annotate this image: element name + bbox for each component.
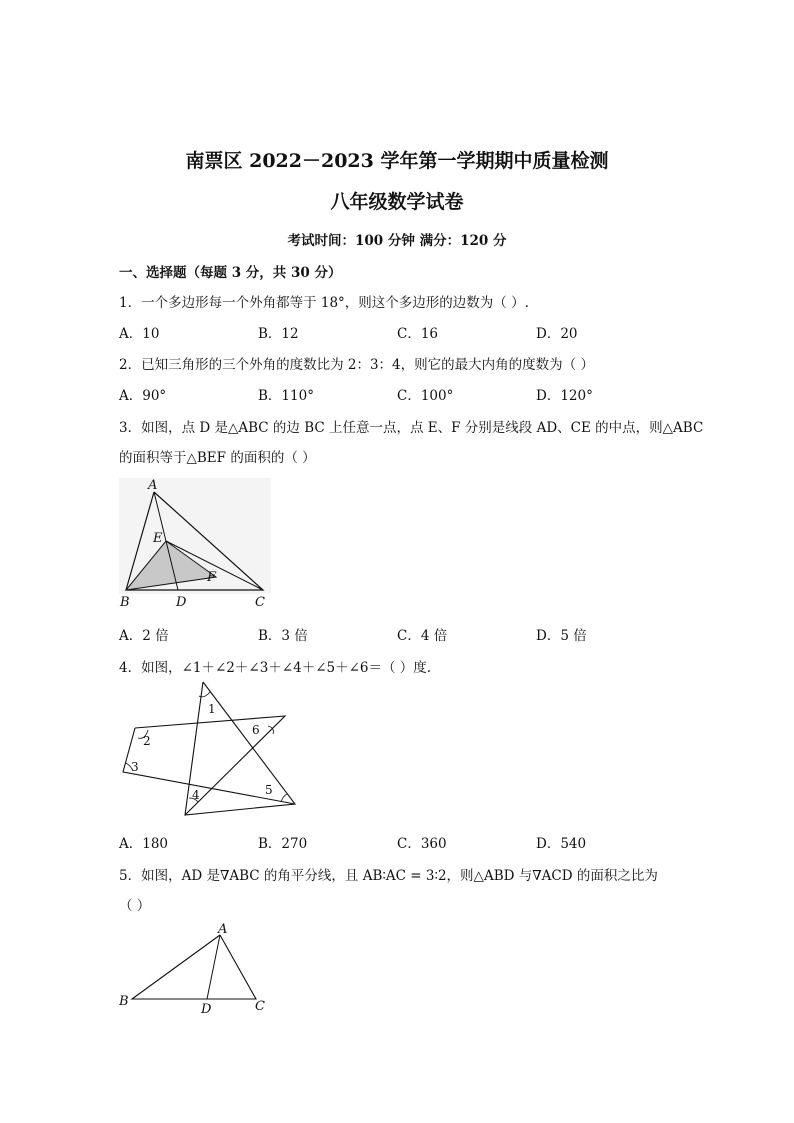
question-4-figure bbox=[115, 678, 305, 823]
q3-option-a: A．2 倍 bbox=[119, 628, 169, 644]
question-5-stem-line1: 5．如图，AD 是∇ABC 的角平分线，且 AB∶AC = 3∶2，则△ABD 与∇ACD 的面积之比为 bbox=[119, 868, 658, 884]
fig4-angle-5: 5 bbox=[265, 783, 273, 797]
fig4-angle-4: 4 bbox=[192, 788, 200, 802]
question-1-stem: 1．一个多边形每一个外角都等于 18°，则这个多边形的边数为（ ）. bbox=[119, 295, 529, 311]
exam-title: 南票区 2022－2023 学年第一学期期中质量检测 bbox=[185, 150, 609, 172]
fig5-label-c: C bbox=[255, 999, 265, 1014]
question-3-figure bbox=[115, 474, 275, 614]
q4-option-a: A．180 bbox=[119, 836, 169, 852]
fig4-angle-3: 3 bbox=[131, 760, 139, 774]
fig3-label-a: A bbox=[148, 478, 158, 493]
question-5-figure bbox=[115, 920, 280, 1020]
exam-subtitle: 八年级数学试卷 bbox=[330, 191, 464, 213]
q1-option-c: C．16 bbox=[397, 326, 439, 342]
q2-option-a: A．90° bbox=[119, 388, 167, 404]
question-4-stem: 4．如图，∠1＋∠2＋∠3＋∠4＋∠5＋∠6＝（ ）度. bbox=[119, 660, 432, 676]
fig5-label-d: D bbox=[201, 1002, 212, 1017]
section-heading: 一、选择题（每题 3 分，共 30 分） bbox=[119, 265, 342, 281]
question-5-stem-line2: （ ） bbox=[119, 898, 151, 914]
fig3-label-f: F bbox=[207, 570, 217, 585]
q3-option-d: D．5 倍 bbox=[536, 628, 587, 644]
q4-option-b: B．270 bbox=[258, 836, 308, 852]
fig5-label-b: B bbox=[119, 994, 129, 1009]
q4-option-c: C．360 bbox=[397, 836, 447, 852]
question-3-stem-line2: 的面积等于△BEF 的面积的（ ） bbox=[119, 450, 316, 466]
fig3-label-e: E bbox=[153, 531, 163, 546]
q3-option-c: C．4 倍 bbox=[397, 628, 448, 644]
fig5-label-a: A bbox=[218, 922, 228, 937]
fig3-label-c: C bbox=[255, 595, 265, 610]
fig4-angle-1: 1 bbox=[208, 702, 216, 716]
question-3-stem-line1: 3．如图，点 D 是△ABC 的边 BC 上任意一点，点 E、F 分别是线段 AD、CE 的中点，则△ABC bbox=[119, 420, 704, 436]
fig3-label-d: D bbox=[176, 595, 187, 610]
fig4-angle-6: 6 bbox=[252, 723, 260, 737]
fig4-angle-2: 2 bbox=[143, 734, 151, 748]
q1-option-d: D．20 bbox=[536, 326, 578, 342]
q1-option-b: B．12 bbox=[258, 326, 299, 342]
q4-option-d: D．540 bbox=[536, 836, 587, 852]
q2-option-d: D．120° bbox=[536, 388, 593, 404]
q2-option-c: C．100° bbox=[397, 388, 454, 404]
q3-option-b: B．3 倍 bbox=[258, 628, 308, 644]
exam-meta: 考试时间：100 分钟 满分：120 分 bbox=[287, 233, 507, 249]
q2-option-b: B．110° bbox=[258, 388, 314, 404]
question-2-stem: 2．已知三角形的三个外角的度数比为 2：3：4，则它的最大内角的度数为（ ） bbox=[119, 357, 594, 373]
q1-option-a: A．10 bbox=[119, 326, 160, 342]
fig3-label-b: B bbox=[120, 595, 130, 610]
